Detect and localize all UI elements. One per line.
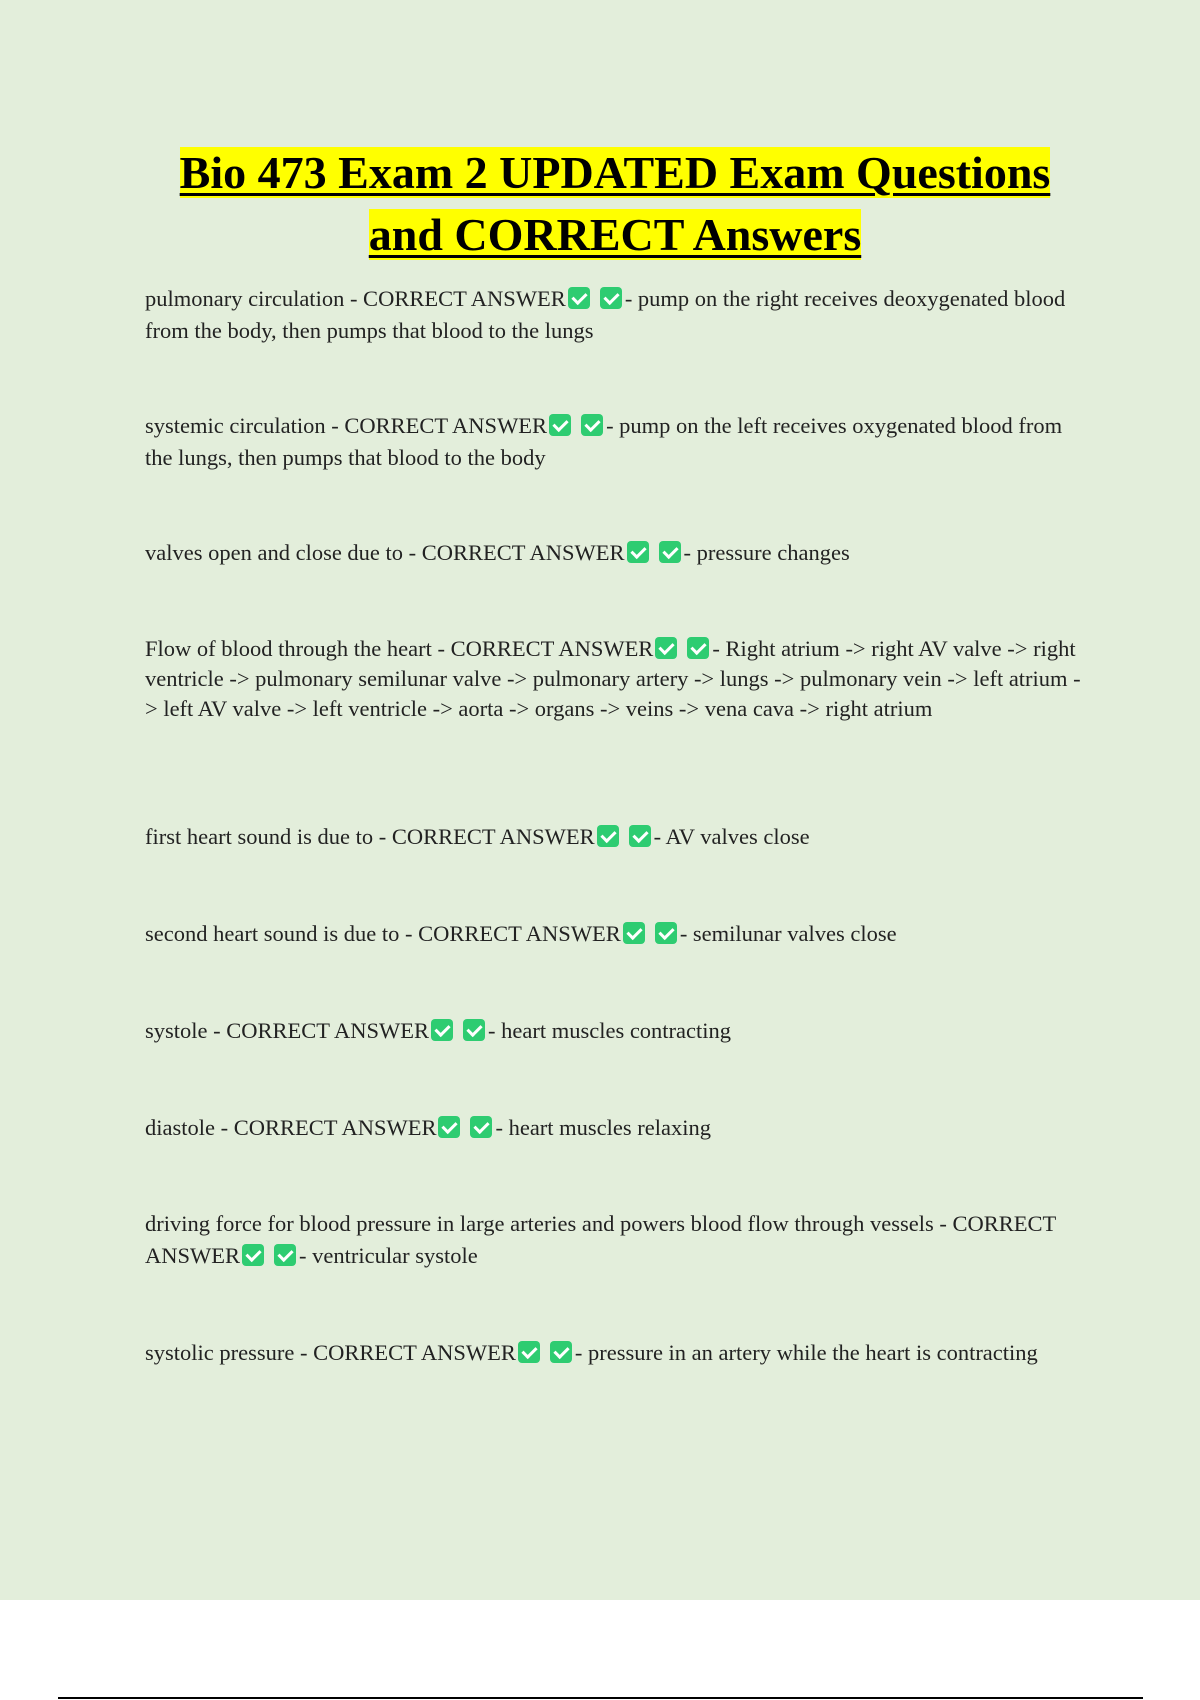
qa-item [145,918,1090,950]
qa-item [145,821,1090,853]
answer-text: - pressure in an artery while the heart is contracting [574,1340,1038,1365]
answer-text: - AV valves close [653,824,810,849]
check-icon [623,922,645,944]
check-icon [581,414,603,436]
question-text: systemic circulation - CORRECT ANSWER [145,413,548,438]
answer-text: - semilunar valves close [679,921,897,946]
qa-item [145,634,1090,724]
question-text: second heart sound is due to - CORRECT ANSWER [145,921,621,946]
qa-item [145,1015,1090,1047]
question-text: systolic pressure - CORRECT ANSWER [145,1340,516,1365]
answer-text: - ventricular systole [299,1243,478,1268]
check-icon [600,287,622,309]
qa-item [145,410,1090,474]
question-text: driving force for blood pressure in large arteries and powers blood flow through vessels - CORRECT ANSWER [145,1211,1056,1268]
check-icon [274,1244,296,1266]
question-text: valves open and close due to - CORRECT ANSWER [145,540,625,565]
check-icon [518,1341,540,1363]
check-icon [627,541,649,563]
title-line-2: and CORRECT Answers [368,209,862,260]
qa-item [145,1112,1090,1144]
question-text: pulmonary circulation - CORRECT ANSWER [145,286,566,311]
qa-item [145,537,1090,569]
answer-text: - pump on the right receives deoxygenated blood from the body, then pumps that blood to the lungs [145,286,1066,343]
check-icon [659,541,681,563]
question-text: Flow of blood through the heart - CORRECT ANSWER [145,636,654,661]
answer-text: - heart muscles relaxing [495,1115,712,1140]
check-icon [550,1341,572,1363]
check-icon [463,1019,485,1041]
answer-text: - Right atrium -> right AV valve -> right ventricle -> pulmonary semilunar valve -> pulmonary artery -> lungs -> pulmonary vein -> left atrium -> left AV valve -> left ventricle -> aorta -> organs -> veins -> vena cava -> right atrium [145,636,1081,721]
qa-item [145,1208,1090,1272]
check-icon [470,1116,492,1138]
answer-text: - pressure changes [683,540,850,565]
check-icon [655,637,677,659]
footer-divider [58,1697,1143,1699]
answer-text: - pump on the left receives oxygenated blood from the lungs, then pumps that blood to the body [145,413,1063,470]
check-icon [431,1019,453,1041]
page-title [140,142,1090,266]
answer-text: - heart muscles contracting [488,1018,732,1043]
check-icon [597,825,619,847]
question-text: systole - CORRECT ANSWER [145,1018,429,1043]
check-icon [687,637,709,659]
qa-item [145,1337,1090,1369]
question-text: first heart sound is due to - CORRECT ANSWER [145,824,595,849]
check-icon [568,287,590,309]
qa-item [145,283,1090,347]
title-line-1: Bio 473 Exam 2 UPDATED Exam Questions [179,147,1051,198]
question-text: diastole - CORRECT ANSWER [145,1115,437,1140]
check-icon [242,1244,264,1266]
check-icon [549,414,571,436]
check-icon [629,825,651,847]
check-icon [655,922,677,944]
check-icon [438,1116,460,1138]
